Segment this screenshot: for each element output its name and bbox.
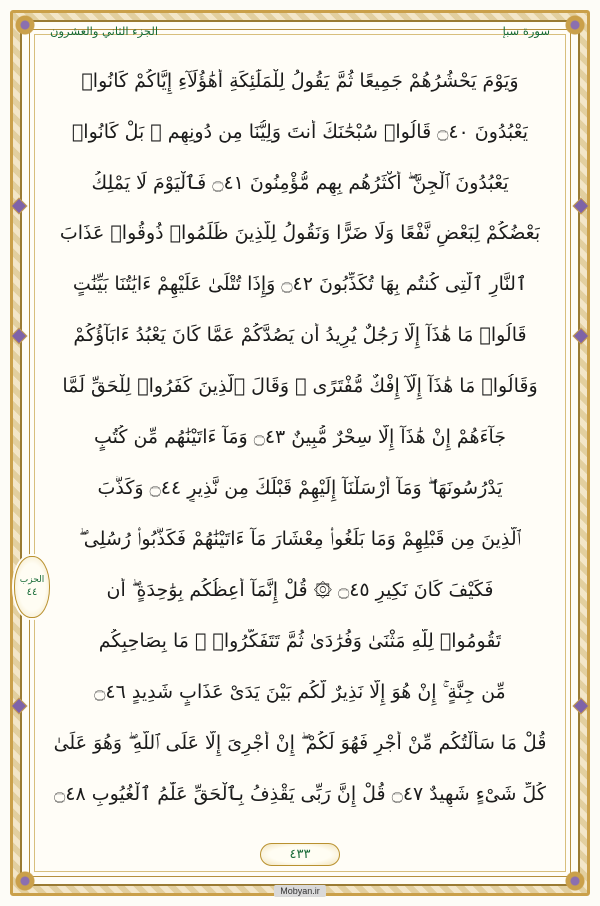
text-line-wrap <box>48 311 552 362</box>
text-line-wrap <box>48 362 552 413</box>
quran-line: وَقَالُوا۟ مَا هَٰذَآ إِلَّآ إِفْكٌ مُّفْتَرًى ۚ وَقَالَ ٱلَّذِينَ كَفَرُوا۟ لِلْحَقِّ لَمَّا <box>62 375 538 398</box>
quran-line: وَيَوْمَ يَحْشُرُهُمْ جَمِيعًا ثُمَّ يَقُولُ لِلْمَلَٰئِكَةِ أَهَٰؤُلَآءِ إِيَّاكُمْ كَانُوا۟ <box>81 69 519 92</box>
quran-line: تَقُومُوا۟ لِلَّهِ مَثْنَىٰ وَفُرَٰدَىٰ ثُمَّ تَتَفَكَّرُوا۟ ۚ مَا بِصَاحِبِكُم <box>98 629 502 652</box>
text-line-wrap <box>48 56 552 107</box>
site-watermark <box>0 886 600 896</box>
page-footer <box>0 843 600 866</box>
site-watermark-label: Mobyan.ir <box>274 885 326 897</box>
quran-line: كُلِّ شَىْءٍ شَهِيدٌ ۝٤٧ قُلْ إِنَّ رَبِّى يَقْذِفُ بِٱلْحَقِّ عَلَّٰمُ ٱلْغُيُوبِ ۝٤٨ <box>54 782 546 805</box>
quran-line: قَالُوا۟ مَا هَٰذَآ إِلَّا رَجُلٌ يُرِيدُ أَن يَصُدَّكُمْ عَمَّا كَانَ يَعْبُدُ ءَابَآؤُكُمْ <box>73 324 527 347</box>
quran-line: يَدْرُسُونَهَا ۖ وَمَآ أَرْسَلْنَآ إِلَيْهِمْ قَبْلَكَ مِن نَّذِيرٍ ۝٤٤ وَكَذَّبَ <box>97 477 503 500</box>
text-line-wrap <box>48 464 552 515</box>
hizb-label: الحزب <box>19 575 45 586</box>
text-line-wrap <box>48 718 552 769</box>
hizb-number: ٤٤ <box>26 587 38 599</box>
quran-line: قُلْ مَا سَأَلْتُكُم مِّنْ أَجْرٍ فَهُوَ لَكُمْ ۖ إِنْ أَجْرِىَ إِلَّا عَلَى ٱللَّهِ ۖ وَهُوَ عَلَىٰ <box>53 731 547 754</box>
text-line-wrap <box>48 667 552 718</box>
page-header <box>36 18 564 44</box>
text-line-wrap <box>48 616 552 667</box>
quran-line: جَآءَهُمْ إِنْ هَٰذَآ إِلَّا سِحْرٌ مُّبِينٌ ۝٤٣ وَمَآ ءَاتَيْنَٰهُم مِّن كُتُبٍ <box>93 426 507 449</box>
text-line-wrap <box>48 107 552 158</box>
header-divider-ornament <box>158 31 503 32</box>
text-line-wrap <box>48 260 552 311</box>
quran-line: يَعْبُدُونَ ۝٤٠ قَالُوا۟ سُبْحَٰنَكَ أَنتَ وَلِيُّنَا مِن دُونِهِم ۖ بَلْ كَانُوا۟ <box>71 120 529 143</box>
quran-line: مِّن جِنَّةٍ ۚ إِنْ هُوَ إِلَّا نَذِيرٌ لَّكُم بَيْنَ يَدَىْ عَذَابٍ شَدِيدٍ ۝٤٦ <box>94 680 506 703</box>
quran-line: فَكَيْفَ كَانَ نَكِيرِ ۝٤٥ ۞ قُلْ إِنَّمَآ أَعِظُكُم بِوَٰحِدَةٍ ۖ أَن <box>106 579 494 602</box>
text-line-wrap <box>48 565 552 616</box>
corner-ornament-top-left <box>12 12 38 38</box>
text-line-wrap <box>48 769 552 820</box>
quran-line: ٱلَّذِينَ مِن قَبْلِهِمْ وَمَا بَلَغُوا۟ مِعْشَارَ مَآ ءَاتَيْنَٰهُمْ فَكَذَّبُوا۟ رُسُلِى ۖ <box>79 528 521 551</box>
text-line-wrap <box>48 413 552 464</box>
surah-label: سورة سبإ <box>502 24 550 38</box>
quran-line: بَعْضُكُمْ لِبَعْضٍ نَّفْعًا وَلَا ضَرًّا وَنَقُولُ لِلَّذِينَ ظَلَمُوا۟ ذُوقُوا۟ عَذَابَ <box>59 222 541 245</box>
quran-line: يَعْبُدُونَ ٱلْجِنَّ ۖ أَكْثَرُهُم بِهِم مُّؤْمِنُونَ ۝٤١ فَٱلْيَوْمَ لَا يَمْلِكُ <box>91 171 509 194</box>
text-line-wrap <box>48 514 552 565</box>
text-line-wrap <box>48 158 552 209</box>
juz-label: الجزء الثاني والعشرون <box>50 24 159 38</box>
quran-text-area <box>42 52 558 820</box>
page-number: ٤٣٣ <box>260 843 340 866</box>
corner-ornament-top-right <box>562 12 588 38</box>
quran-line: ٱلنَّارِ ٱلَّتِى كُنتُم بِهَا تُكَذِّبُونَ ۝٤٢ وَإِذَا تُتْلَىٰ عَلَيْهِمْ ءَايَٰتُنَا بَيِّنَٰتٍ <box>72 273 528 296</box>
text-line-wrap <box>48 209 552 260</box>
